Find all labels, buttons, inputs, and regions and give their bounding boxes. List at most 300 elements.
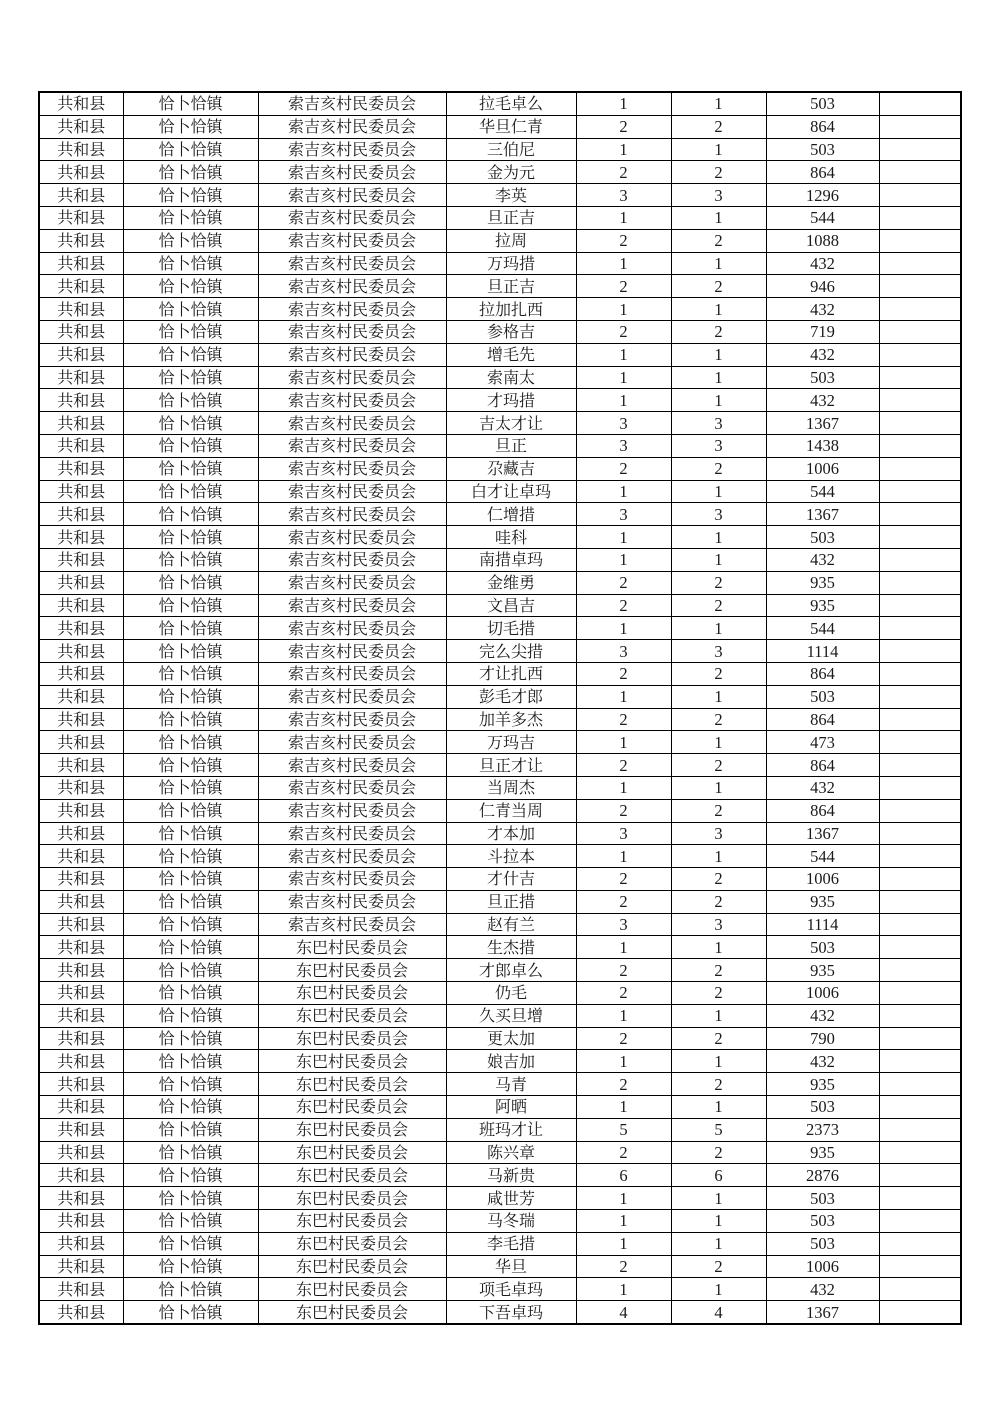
household-size-cell: 2 [576,1141,671,1164]
remark-cell [879,548,961,571]
amount-cell: 432 [766,1278,879,1301]
name-cell: 切毛措 [446,617,576,640]
household-size-cell: 2 [576,708,671,731]
aid-count-cell: 1 [671,617,766,640]
amount-cell: 2876 [766,1164,879,1187]
household-size-cell: 2 [576,868,671,891]
table-row [39,868,961,891]
household-size-cell: 3 [576,412,671,435]
county-cell: 共和县 [39,184,123,207]
town-cell: 恰卜恰镇 [123,343,258,366]
table-row [39,457,961,480]
amount-cell: 1088 [766,229,879,252]
town-cell: 恰卜恰镇 [123,913,258,936]
table-row [39,1141,961,1164]
remark-cell [879,982,961,1005]
town-cell: 恰卜恰镇 [123,1278,258,1301]
amount-cell: 1367 [766,412,879,435]
village-committee-cell: 索吉亥村民委员会 [258,343,446,366]
aid-count-cell: 2 [671,868,766,891]
remark-cell [879,92,961,115]
village-committee-cell: 东巴村民委员会 [258,1050,446,1073]
aid-count-cell: 1 [671,1210,766,1233]
household-size-cell: 2 [576,959,671,982]
county-cell: 共和县 [39,320,123,343]
household-size-cell: 2 [576,320,671,343]
name-cell: 才让扎西 [446,662,576,685]
name-cell: 仁增措 [446,503,576,526]
county-cell: 共和县 [39,1232,123,1255]
household-size-cell: 2 [576,161,671,184]
remark-cell [879,1073,961,1096]
town-cell: 恰卜恰镇 [123,1004,258,1027]
name-cell: 旦正吉 [446,206,576,229]
village-committee-cell: 东巴村民委员会 [258,1141,446,1164]
village-committee-cell: 索吉亥村民委员会 [258,662,446,685]
town-cell: 恰卜恰镇 [123,1164,258,1187]
aid-count-cell: 2 [671,571,766,594]
remark-cell [879,1210,961,1233]
aid-count-cell: 2 [671,982,766,1005]
household-size-cell: 1 [576,845,671,868]
aid-count-cell: 1 [671,1278,766,1301]
name-cell: 彭毛才郎 [446,685,576,708]
village-committee-cell: 索吉亥村民委员会 [258,229,446,252]
name-cell: 陈兴章 [446,1141,576,1164]
household-size-cell: 1 [576,731,671,754]
town-cell: 恰卜恰镇 [123,1187,258,1210]
county-cell: 共和县 [39,1141,123,1164]
household-size-cell: 1 [576,206,671,229]
town-cell: 恰卜恰镇 [123,92,258,115]
aid-count-cell: 3 [671,640,766,663]
name-cell: 咸世芳 [446,1187,576,1210]
household-size-cell: 1 [576,1278,671,1301]
town-cell: 恰卜恰镇 [123,1096,258,1119]
amount-cell: 432 [766,389,879,412]
remark-cell [879,161,961,184]
village-committee-cell: 索吉亥村民委员会 [258,298,446,321]
town-cell: 恰卜恰镇 [123,845,258,868]
village-committee-cell: 索吉亥村民委员会 [258,161,446,184]
town-cell: 恰卜恰镇 [123,685,258,708]
table-body [39,92,961,1324]
remark-cell [879,434,961,457]
aid-count-cell: 2 [671,161,766,184]
county-cell: 共和县 [39,138,123,161]
remark-cell [879,184,961,207]
remark-cell [879,115,961,138]
aid-count-cell: 3 [671,412,766,435]
county-cell: 共和县 [39,754,123,777]
remark-cell [879,229,961,252]
table-row [39,138,961,161]
household-size-cell: 2 [576,594,671,617]
table-row [39,685,961,708]
county-cell: 共和县 [39,526,123,549]
household-size-cell: 2 [576,1255,671,1278]
name-cell: 拉周 [446,229,576,252]
county-cell: 共和县 [39,343,123,366]
table-row [39,776,961,799]
remark-cell [879,412,961,435]
village-committee-cell: 索吉亥村民委员会 [258,115,446,138]
remark-cell [879,708,961,731]
amount-cell: 935 [766,890,879,913]
household-size-cell: 2 [576,115,671,138]
county-cell: 共和县 [39,503,123,526]
amount-cell: 503 [766,1210,879,1233]
name-cell: 南措卓玛 [446,548,576,571]
village-committee-cell: 索吉亥村民委员会 [258,845,446,868]
village-committee-cell: 索吉亥村民委员会 [258,617,446,640]
table-row [39,1096,961,1119]
town-cell: 恰卜恰镇 [123,366,258,389]
remark-cell [879,1301,961,1324]
village-committee-cell: 索吉亥村民委员会 [258,754,446,777]
village-committee-cell: 东巴村民委员会 [258,1096,446,1119]
household-size-cell: 6 [576,1164,671,1187]
amount-cell: 1438 [766,434,879,457]
town-cell: 恰卜恰镇 [123,1141,258,1164]
table-row [39,982,961,1005]
name-cell: 索南太 [446,366,576,389]
household-size-cell: 1 [576,548,671,571]
amount-cell: 719 [766,320,879,343]
aid-count-cell: 4 [671,1301,766,1324]
aid-count-cell: 2 [671,1255,766,1278]
remark-cell [879,503,961,526]
village-committee-cell: 索吉亥村民委员会 [258,252,446,275]
village-committee-cell: 索吉亥村民委员会 [258,366,446,389]
village-committee-cell: 索吉亥村民委员会 [258,571,446,594]
household-size-cell: 1 [576,138,671,161]
household-size-cell: 2 [576,571,671,594]
town-cell: 恰卜恰镇 [123,708,258,731]
table-row [39,708,961,731]
town-cell: 恰卜恰镇 [123,1301,258,1324]
household-size-cell: 3 [576,184,671,207]
table-row [39,571,961,594]
remark-cell [879,138,961,161]
name-cell: 班玛才让 [446,1118,576,1141]
name-cell: 旦正才让 [446,754,576,777]
town-cell: 恰卜恰镇 [123,617,258,640]
household-size-cell: 2 [576,275,671,298]
village-committee-cell: 东巴村民委员会 [258,1210,446,1233]
amount-cell: 935 [766,594,879,617]
town-cell: 恰卜恰镇 [123,184,258,207]
village-committee-cell: 索吉亥村民委员会 [258,92,446,115]
name-cell: 万玛措 [446,252,576,275]
remark-cell [879,890,961,913]
household-size-cell: 3 [576,503,671,526]
household-size-cell: 2 [576,1027,671,1050]
aid-count-cell: 3 [671,822,766,845]
village-committee-cell: 索吉亥村民委员会 [258,708,446,731]
aid-count-cell: 2 [671,275,766,298]
town-cell: 恰卜恰镇 [123,1118,258,1141]
remark-cell [879,1050,961,1073]
aid-count-cell: 5 [671,1118,766,1141]
county-cell: 共和县 [39,708,123,731]
town-cell: 恰卜恰镇 [123,1210,258,1233]
aid-count-cell: 1 [671,1232,766,1255]
table-row [39,1164,961,1187]
amount-cell: 1006 [766,868,879,891]
remark-cell [879,275,961,298]
county-cell: 共和县 [39,571,123,594]
town-cell: 恰卜恰镇 [123,434,258,457]
table-row [39,754,961,777]
aid-count-cell: 1 [671,526,766,549]
county-cell: 共和县 [39,662,123,685]
county-cell: 共和县 [39,959,123,982]
name-cell: 当周杰 [446,776,576,799]
village-committee-cell: 索吉亥村民委员会 [258,822,446,845]
village-committee-cell: 东巴村民委员会 [258,936,446,959]
village-committee-cell: 索吉亥村民委员会 [258,913,446,936]
aid-count-cell: 1 [671,389,766,412]
table-row [39,366,961,389]
town-cell: 恰卜恰镇 [123,480,258,503]
amount-cell: 935 [766,959,879,982]
table-row [39,275,961,298]
household-size-cell: 1 [576,92,671,115]
town-cell: 恰卜恰镇 [123,548,258,571]
county-cell: 共和县 [39,1164,123,1187]
table-row [39,1027,961,1050]
table-row [39,959,961,982]
village-committee-cell: 东巴村民委员会 [258,1164,446,1187]
household-size-cell: 1 [576,366,671,389]
amount-cell: 1367 [766,503,879,526]
remark-cell [879,1004,961,1027]
amount-cell: 1296 [766,184,879,207]
town-cell: 恰卜恰镇 [123,503,258,526]
remark-cell [879,1187,961,1210]
amount-cell: 1006 [766,457,879,480]
name-cell: 旦正措 [446,890,576,913]
amount-cell: 503 [766,685,879,708]
remark-cell [879,1164,961,1187]
name-cell: 加羊多杰 [446,708,576,731]
amount-cell: 1006 [766,982,879,1005]
amount-cell: 864 [766,662,879,685]
table-row [39,252,961,275]
amount-cell: 503 [766,366,879,389]
town-cell: 恰卜恰镇 [123,457,258,480]
county-cell: 共和县 [39,1278,123,1301]
town-cell: 恰卜恰镇 [123,206,258,229]
amount-cell: 432 [766,1050,879,1073]
county-cell: 共和县 [39,822,123,845]
household-size-cell: 2 [576,982,671,1005]
amount-cell: 935 [766,1141,879,1164]
town-cell: 恰卜恰镇 [123,776,258,799]
village-committee-cell: 索吉亥村民委员会 [258,890,446,913]
amount-cell: 935 [766,1073,879,1096]
village-committee-cell: 索吉亥村民委员会 [258,526,446,549]
aid-count-cell: 2 [671,708,766,731]
aid-count-cell: 2 [671,115,766,138]
county-cell: 共和县 [39,1118,123,1141]
table-row [39,617,961,640]
name-cell: 华旦仁青 [446,115,576,138]
table-row [39,1278,961,1301]
aid-count-cell: 1 [671,685,766,708]
household-size-cell: 1 [576,685,671,708]
aid-count-cell: 1 [671,1050,766,1073]
household-size-cell: 4 [576,1301,671,1324]
household-size-cell: 1 [576,1210,671,1233]
village-committee-cell: 东巴村民委员会 [258,982,446,1005]
town-cell: 恰卜恰镇 [123,890,258,913]
remark-cell [879,457,961,480]
remark-cell [879,845,961,868]
amount-cell: 432 [766,343,879,366]
aid-count-cell: 1 [671,206,766,229]
amount-cell: 1114 [766,640,879,663]
amount-cell: 432 [766,548,879,571]
town-cell: 恰卜恰镇 [123,1232,258,1255]
village-committee-cell: 索吉亥村民委员会 [258,138,446,161]
town-cell: 恰卜恰镇 [123,868,258,891]
county-cell: 共和县 [39,389,123,412]
name-cell: 久买旦增 [446,1004,576,1027]
aid-count-cell: 2 [671,1073,766,1096]
household-size-cell: 3 [576,434,671,457]
name-cell: 娘吉加 [446,1050,576,1073]
amount-cell: 2373 [766,1118,879,1141]
village-committee-cell: 东巴村民委员会 [258,1004,446,1027]
name-cell: 三伯尼 [446,138,576,161]
village-committee-cell: 东巴村民委员会 [258,1027,446,1050]
town-cell: 恰卜恰镇 [123,138,258,161]
table-row [39,184,961,207]
name-cell: 才本加 [446,822,576,845]
aid-count-cell: 2 [671,1027,766,1050]
county-cell: 共和县 [39,206,123,229]
aid-count-cell: 2 [671,320,766,343]
town-cell: 恰卜恰镇 [123,1073,258,1096]
table-row [39,1255,961,1278]
village-committee-cell: 东巴村民委员会 [258,959,446,982]
household-size-cell: 1 [576,1050,671,1073]
name-cell: 李英 [446,184,576,207]
household-size-cell: 1 [576,526,671,549]
table-row [39,526,961,549]
amount-cell: 544 [766,845,879,868]
remark-cell [879,1255,961,1278]
village-committee-cell: 索吉亥村民委员会 [258,685,446,708]
household-size-cell: 2 [576,754,671,777]
amount-cell: 503 [766,1187,879,1210]
name-cell: 增毛先 [446,343,576,366]
household-size-cell: 1 [576,617,671,640]
aid-count-cell: 1 [671,1004,766,1027]
village-committee-cell: 索吉亥村民委员会 [258,275,446,298]
county-cell: 共和县 [39,1255,123,1278]
county-cell: 共和县 [39,1210,123,1233]
name-cell: 哇科 [446,526,576,549]
county-cell: 共和县 [39,1301,123,1324]
village-committee-cell: 索吉亥村民委员会 [258,184,446,207]
town-cell: 恰卜恰镇 [123,662,258,685]
remark-cell [879,480,961,503]
aid-count-cell: 3 [671,434,766,457]
town-cell: 恰卜恰镇 [123,754,258,777]
aid-count-cell: 1 [671,252,766,275]
household-size-cell: 1 [576,389,671,412]
household-size-cell: 1 [576,1187,671,1210]
name-cell: 才玛措 [446,389,576,412]
village-committee-cell: 东巴村民委员会 [258,1232,446,1255]
name-cell: 完么尖措 [446,640,576,663]
name-cell: 才郎卓么 [446,959,576,982]
aid-count-cell: 1 [671,92,766,115]
village-committee-cell: 索吉亥村民委员会 [258,503,446,526]
name-cell: 马冬瑞 [446,1210,576,1233]
aid-count-cell: 2 [671,457,766,480]
village-committee-cell: 索吉亥村民委员会 [258,320,446,343]
household-size-cell: 1 [576,936,671,959]
remark-cell [879,1278,961,1301]
name-cell: 金维勇 [446,571,576,594]
village-committee-cell: 东巴村民委员会 [258,1301,446,1324]
remark-cell [879,754,961,777]
amount-cell: 432 [766,252,879,275]
table-row [39,115,961,138]
county-cell: 共和县 [39,457,123,480]
aid-count-cell: 1 [671,138,766,161]
amount-cell: 503 [766,138,879,161]
table-row [39,343,961,366]
name-cell: 马新贵 [446,1164,576,1187]
village-committee-cell: 索吉亥村民委员会 [258,594,446,617]
table-row [39,1232,961,1255]
county-cell: 共和县 [39,298,123,321]
table-row [39,822,961,845]
amount-cell: 503 [766,526,879,549]
household-size-cell: 2 [576,662,671,685]
household-size-cell: 1 [576,1232,671,1255]
village-committee-cell: 索吉亥村民委员会 [258,776,446,799]
table-row [39,503,961,526]
aid-count-cell: 1 [671,343,766,366]
county-cell: 共和县 [39,913,123,936]
town-cell: 恰卜恰镇 [123,1050,258,1073]
name-cell: 赵有兰 [446,913,576,936]
remark-cell [879,206,961,229]
household-size-cell: 3 [576,913,671,936]
name-cell: 吉太才让 [446,412,576,435]
amount-cell: 544 [766,480,879,503]
town-cell: 恰卜恰镇 [123,1027,258,1050]
name-cell: 参格吉 [446,320,576,343]
county-cell: 共和县 [39,252,123,275]
town-cell: 恰卜恰镇 [123,115,258,138]
village-committee-cell: 东巴村民委员会 [258,1118,446,1141]
amount-cell: 790 [766,1027,879,1050]
town-cell: 恰卜恰镇 [123,161,258,184]
town-cell: 恰卜恰镇 [123,799,258,822]
town-cell: 恰卜恰镇 [123,229,258,252]
aid-count-cell: 2 [671,594,766,617]
amount-cell: 432 [766,298,879,321]
county-cell: 共和县 [39,1050,123,1073]
county-cell: 共和县 [39,868,123,891]
